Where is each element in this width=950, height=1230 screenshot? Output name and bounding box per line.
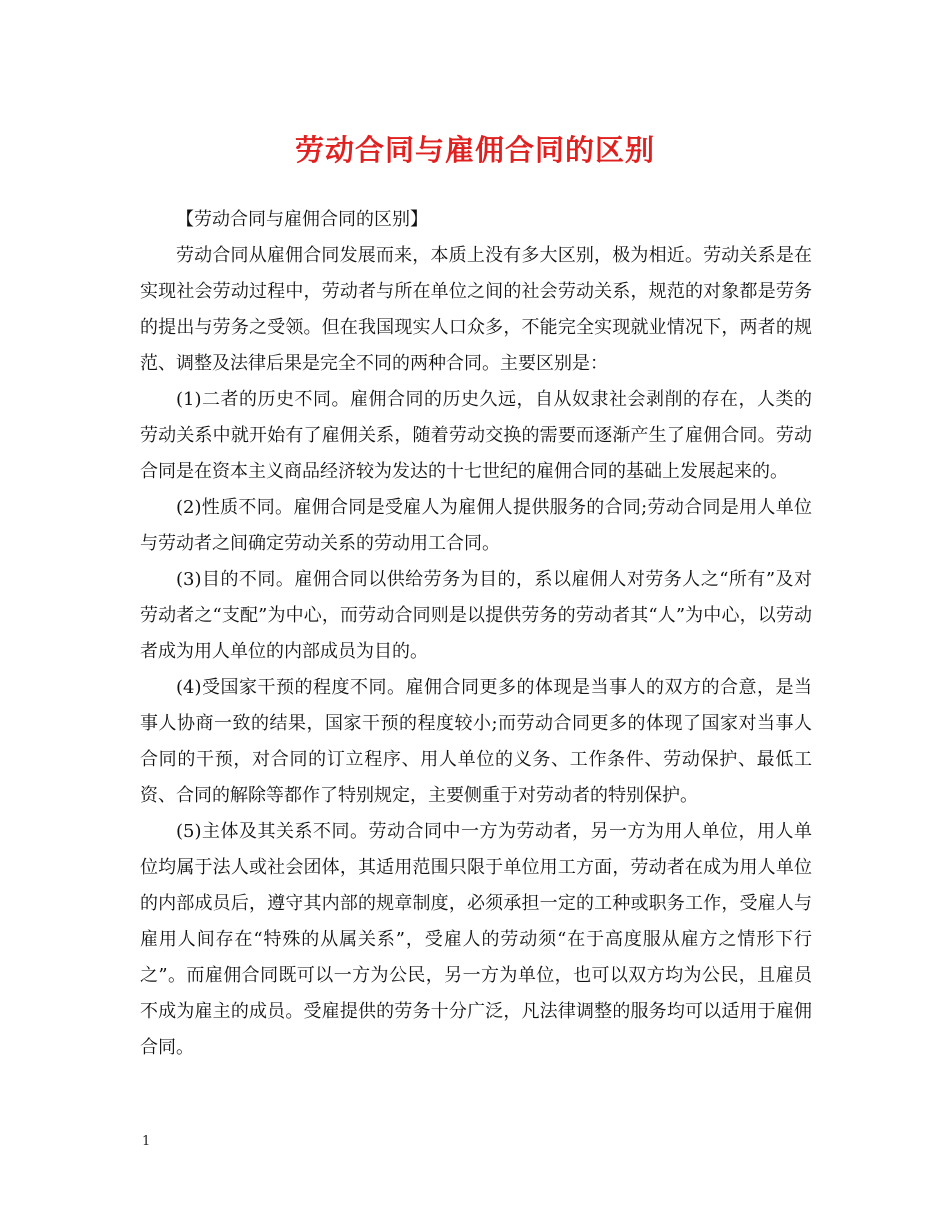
section-heading: 【劳动合同与雇佣合同的区别】 [176, 209, 428, 230]
paragraph-parties: (5)主体及其关系不同。劳动合同中一方为劳动者，另一方为用人单位，用人单位均属于法人或社会团体，其适用范围只限于单位用工方面，劳动者在成为用人单位的内部成员后，遵守其内部的规章制度，必须承担一定的工种或职务工作，受雇人与雇用人间存在“特殊的从属关系”，受雇人的劳动须“在于高度服从雇方之情形下行之”。而雇佣合同既可以一方为公民，另一方为单位，也可以双方均为公民，且雇员不成为雇主的成员。受雇提供的劳务十分广泛，凡法律调整的服务均可以适用于雇佣合同。 [140, 821, 812, 1058]
paragraph-purpose: (3)目的不同。雇佣合同以供给劳务为目的，系以雇佣人对劳务人之“所有”及对劳动者之“支配”为中心，而劳动合同则是以提供劳务的劳动者其“人”为中心，以劳动者成为用人单位的内部成员为目的。 [140, 569, 812, 662]
paragraph-state-intervention: (4)受国家干预的程度不同。雇佣合同更多的体现是当事人的双方的合意，是当事人协商一致的结果，国家干预的程度较小;而劳动合同更多的体现了国家对当事人合同的干预，对合同的订立程序、用人单位的义务、工作条件、劳动保护、最低工资、合同的解除等都作了特别规定，主要侧重于对劳动者的特别保护。 [140, 677, 812, 806]
document-title: 劳动合同与雇佣合同的区别 [294, 133, 655, 167]
document-body [140, 202, 812, 1066]
paragraph-nature: (2)性质不同。雇佣合同是受雇人为雇佣人提供服务的合同;劳动合同是用人单位与劳动者之间确定劳动关系的劳动用工合同。 [140, 497, 812, 554]
page-number: 1 [142, 1134, 151, 1149]
paragraph-history: (1)二者的历史不同。雇佣合同的历史久远，自从奴隶社会剥削的存在，人类的劳动关系中就开始有了雇佣关系，随着劳动交换的需要而逐渐产生了雇佣合同。劳动合同是在资本主义商品经济较为发达的十七世纪的雇佣合同的基础上发展起来的。 [140, 389, 812, 482]
paragraph-intro: 劳动合同从雇佣合同发展而来，本质上没有多大区别，极为相近。劳动关系是在实现社会劳动过程中，劳动者与所在单位之间的社会劳动关系，规范的对象都是劳务的提出与劳务之受领。但在我国现实人口众多，不能完全实现就业情况下，两者的规范、调整及法律后果是完全不同的两种合同。主要区别是： [140, 245, 812, 374]
